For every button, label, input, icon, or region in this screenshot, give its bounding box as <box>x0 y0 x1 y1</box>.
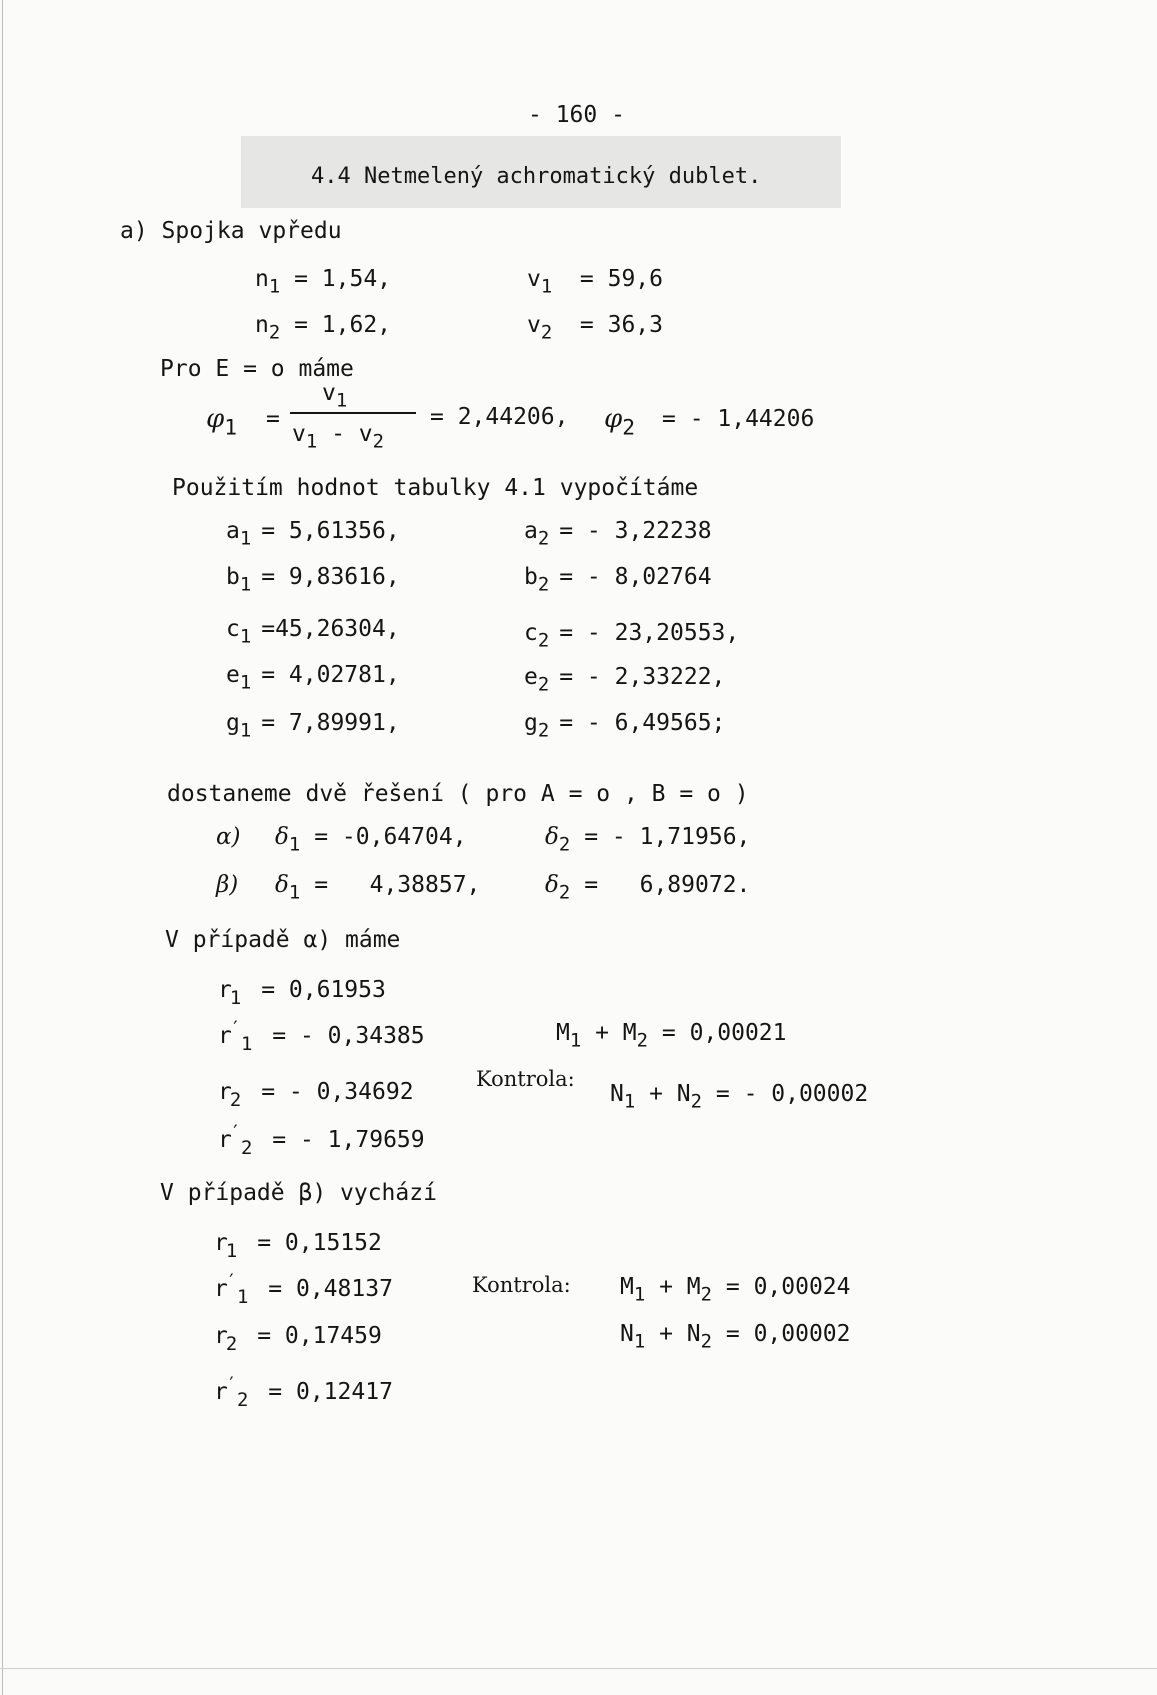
phi1-value: = 2,44206, <box>430 404 569 430</box>
coefficient-index: 2 <box>537 673 550 696</box>
coefficient-symbol: c <box>524 620 538 646</box>
radius-row <box>218 1122 425 1159</box>
radius-prime: ′ <box>229 1018 241 1039</box>
phi2-value: = - 1,44206 <box>662 406 815 432</box>
radius-value: = - 0,34692 <box>261 1079 414 1106</box>
coefficient-value: = 7,89991, <box>261 710 400 736</box>
coefficient-symbol: g <box>226 710 240 736</box>
radius-row <box>214 1374 393 1411</box>
coefficient-value: = 5,61356, <box>261 518 400 544</box>
delta-index: 2 <box>558 833 571 856</box>
coefficient-symbol: e <box>524 664 538 690</box>
radius-value: = - 1,79659 <box>272 1127 425 1154</box>
phi-numerator: $v_1$ <box>322 380 348 412</box>
given-n1: $n_1 = 1,54$, <box>255 266 392 298</box>
delta-value: = -0,64704, <box>314 824 467 850</box>
section-heading: 4.4 Netmelený achromatický dublet. <box>311 164 762 189</box>
beta-check-label: Kontrola: <box>472 1273 571 1297</box>
radius-index: 1 <box>225 1239 238 1262</box>
solution-delta1 <box>275 824 467 856</box>
table-intro: Použitím hodnot tabulky 4.1 vypočítáme <box>172 475 699 501</box>
coefficient-row <box>226 518 400 550</box>
coefficient-row <box>226 662 400 694</box>
delta-index: 1 <box>288 833 301 856</box>
page-number: - 160 - <box>528 102 625 128</box>
radius-symbol: r <box>214 1323 228 1350</box>
subsection-title: a) Spojka vpředu <box>120 218 342 244</box>
coefficient-symbol: b <box>524 564 538 590</box>
radius-row <box>214 1271 393 1308</box>
delta-symbol: δ <box>275 824 289 850</box>
coefficient-value: = - 3,22238 <box>559 518 712 544</box>
radius-symbol: r <box>218 1079 232 1106</box>
delta-index: 2 <box>558 881 571 904</box>
coefficient-row <box>226 616 400 648</box>
coefficient-value: = 9,83616, <box>261 564 400 590</box>
coefficient-value: = - 2,33222, <box>559 664 726 690</box>
solution-case-label: β) <box>216 872 239 898</box>
coefficient-value: = - 6,49565; <box>559 710 726 736</box>
coefficient-index: 1 <box>239 625 252 648</box>
radius-value: = 0,17459 <box>257 1323 382 1350</box>
radius-prime: ′ <box>225 1271 237 1292</box>
solution-delta2 <box>545 824 751 856</box>
solution-delta2 <box>545 872 751 904</box>
radius-symbol: r <box>218 1127 232 1154</box>
delta-symbol: δ <box>545 872 559 898</box>
radius-value: = - 0,34385 <box>272 1023 425 1050</box>
radius-value: = 0,12417 <box>268 1379 393 1406</box>
delta-symbol: δ <box>275 872 289 898</box>
radius-symbol: r <box>214 1276 228 1303</box>
coefficient-value: = 4,02781, <box>261 662 400 688</box>
coefficient-value: = - 8,02764 <box>559 564 712 590</box>
coefficient-row <box>524 620 740 652</box>
coefficient-row <box>226 564 400 596</box>
radius-value: = 0,15152 <box>257 1230 382 1257</box>
coefficient-value: =45,26304, <box>261 616 400 642</box>
radius-symbol: r <box>218 1023 232 1050</box>
alpha-n-sum: $N_1 + N_2$ = - 0,00002 <box>610 1081 869 1113</box>
radius-index: 2 <box>229 1088 242 1111</box>
radius-index: 1 <box>240 1032 253 1055</box>
radius-value: = 0,61953 <box>261 977 386 1004</box>
coefficient-row <box>226 710 400 742</box>
radius-index: 2 <box>240 1136 253 1159</box>
radius-value: = 0,48137 <box>268 1276 393 1303</box>
delta-value: = - 1,71956, <box>584 824 751 850</box>
radius-index: 1 <box>236 1285 249 1308</box>
radius-prime: ′ <box>225 1374 237 1395</box>
alpha-m-sum: $M_1 + M_2 = 0,00021$ <box>556 1020 787 1052</box>
radius-index: 1 <box>229 986 242 1009</box>
scan-left-edge <box>2 0 3 1695</box>
coefficient-symbol: b <box>226 564 240 590</box>
radius-row <box>218 974 386 1009</box>
coefficient-symbol: e <box>226 662 240 688</box>
solution-case-label: α) <box>216 824 241 850</box>
coefficient-index: 2 <box>537 719 550 742</box>
given-n2: $n_2 = 1,62$, <box>255 312 392 344</box>
case-beta-intro: V případě β) vychází <box>160 1180 437 1206</box>
phi1-symbol: $\varphi_1$ <box>206 404 238 441</box>
delta-index: 1 <box>288 881 301 904</box>
solution-delta1 <box>275 872 481 904</box>
coefficient-symbol: a <box>524 518 538 544</box>
coefficient-symbol: a <box>226 518 240 544</box>
coefficient-index: 1 <box>239 527 252 550</box>
radius-row <box>214 1320 382 1355</box>
radius-index: 2 <box>236 1388 249 1411</box>
coefficient-index: 2 <box>537 629 550 652</box>
coefficient-symbol: c <box>226 616 240 642</box>
radius-symbol: r <box>214 1230 228 1257</box>
given-v2: $v_2 = 36,3$ <box>527 312 664 344</box>
radius-row <box>218 1076 414 1111</box>
radius-symbol: r <box>214 1379 228 1406</box>
coefficient-row <box>524 710 726 742</box>
delta-symbol: δ <box>545 824 559 850</box>
solutions-intro: dostaneme dvě řešení ( pro A = o , B = o ) <box>167 781 749 807</box>
coefficient-index: 1 <box>239 671 252 694</box>
phi2-symbol: $\varphi_2$ <box>604 404 636 441</box>
alpha-check-label: Kontrola: <box>476 1067 575 1091</box>
coefficient-index: 1 <box>239 719 252 742</box>
radius-index: 2 <box>225 1332 238 1355</box>
case-alpha-intro: V případě α) máme <box>165 927 401 953</box>
coefficient-symbol: g <box>524 710 538 736</box>
beta-m-sum: $M_1 + M_2 = 0,00024$ <box>620 1274 851 1306</box>
phi1-equals: = <box>266 406 280 432</box>
phi-denominator: $v_1 - v_2$ <box>292 421 385 453</box>
coefficient-index: 2 <box>537 527 550 550</box>
radius-prime: ′ <box>229 1122 241 1143</box>
radius-row <box>218 1018 425 1055</box>
coefficient-row <box>524 518 712 550</box>
delta-value: = 6,89072. <box>584 872 751 898</box>
pro-e-line: Pro E = o máme <box>160 356 354 382</box>
radius-symbol: r <box>218 977 232 1004</box>
beta-n-sum: $N_1 + N_2 = 0,00002$ <box>620 1321 851 1353</box>
scan-bottom-edge <box>0 1668 1157 1669</box>
coefficient-row <box>524 664 726 696</box>
coefficient-row <box>524 564 712 596</box>
coefficient-index: 2 <box>537 573 550 596</box>
fraction-bar <box>290 412 416 414</box>
delta-value: = 4,38857, <box>314 872 481 898</box>
radius-row <box>214 1227 382 1262</box>
coefficient-value: = - 23,20553, <box>559 620 740 646</box>
coefficient-index: 1 <box>239 573 252 596</box>
given-v1: $v_1 = 59,6$ <box>527 266 664 298</box>
